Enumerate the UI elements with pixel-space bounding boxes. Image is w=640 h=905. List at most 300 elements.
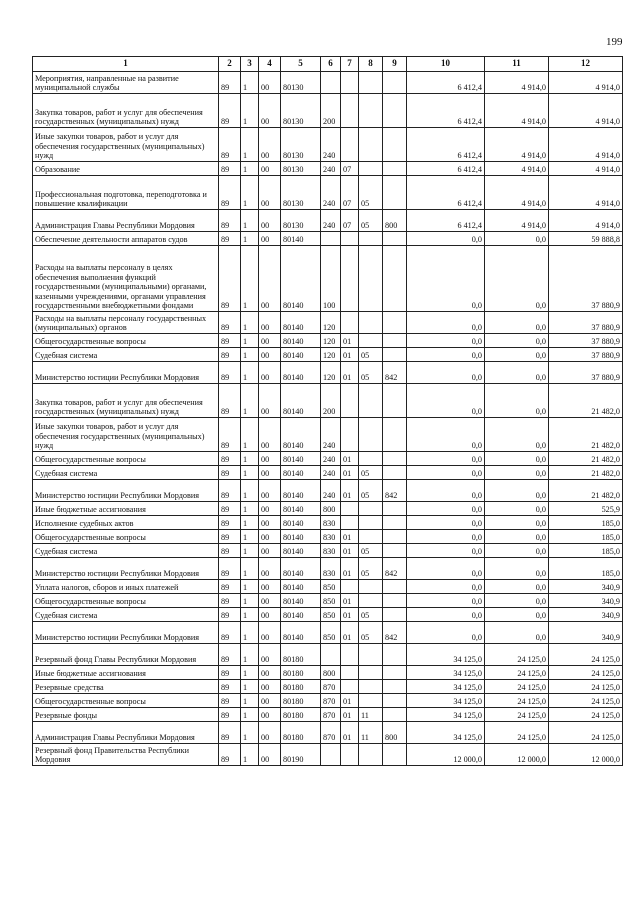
row-cell-c7: 01 [341, 608, 359, 622]
row-cell-c4: 00 [259, 558, 281, 580]
row-cell-c2: 89 [219, 176, 241, 210]
row-cell-c7: 01 [341, 594, 359, 608]
row-cell-c4: 00 [259, 480, 281, 502]
row-cell-c6: 100 [321, 246, 341, 312]
table-row [33, 666, 623, 680]
row-cell-c4: 00 [259, 622, 281, 644]
row-cell-c3: 1 [241, 128, 259, 162]
row-cell-v10: 6 412,4 [407, 72, 485, 94]
row-cell-c4: 00 [259, 362, 281, 384]
row-cell-c8 [359, 594, 383, 608]
row-cell-v11: 24 125,0 [485, 680, 549, 694]
row-cell-v12: 340,9 [549, 594, 623, 608]
row-cell-c6 [321, 72, 341, 94]
row-cell-c6: 850 [321, 594, 341, 608]
row-cell-c5: 80130 [281, 94, 321, 128]
row-cell-c3: 1 [241, 312, 259, 334]
row-cell-c7: 01 [341, 722, 359, 744]
row-cell-v11: 24 125,0 [485, 666, 549, 680]
table-row [33, 608, 623, 622]
row-cell-c8 [359, 744, 383, 766]
row-cell-v11: 0,0 [485, 594, 549, 608]
row-cell-v12: 4 914,0 [549, 176, 623, 210]
row-cell-c5: 80140 [281, 608, 321, 622]
row-cell-v12: 185,0 [549, 544, 623, 558]
row-cell-c2: 89 [219, 594, 241, 608]
table-row [33, 722, 623, 744]
row-cell-c6: 800 [321, 502, 341, 516]
row-cell-v12: 4 914,0 [549, 162, 623, 176]
row-cell-c3: 1 [241, 708, 259, 722]
row-cell-c8: 05 [359, 362, 383, 384]
row-cell-c3: 1 [241, 622, 259, 644]
row-cell-c2: 89 [219, 580, 241, 594]
row-cell-c3: 1 [241, 452, 259, 466]
row-cell-c3: 1 [241, 246, 259, 312]
row-cell-v12: 37 880,9 [549, 362, 623, 384]
row-cell-c2: 89 [219, 694, 241, 708]
row-cell-c9 [383, 176, 407, 210]
row-cell-v10: 6 412,4 [407, 176, 485, 210]
row-name-cell: Судебная система [33, 466, 219, 480]
row-cell-c2: 89 [219, 530, 241, 544]
row-cell-v10: 6 412,4 [407, 128, 485, 162]
row-cell-c4: 00 [259, 176, 281, 210]
row-cell-c4: 00 [259, 232, 281, 246]
row-cell-c3: 1 [241, 744, 259, 766]
table-row [33, 694, 623, 708]
row-cell-v12: 24 125,0 [549, 708, 623, 722]
row-cell-c5: 80140 [281, 480, 321, 502]
row-cell-v11: 0,0 [485, 312, 549, 334]
row-name-cell: Министерство юстиции Республики Мордовия [33, 622, 219, 644]
table-header-row [33, 57, 623, 72]
row-name-cell: Администрация Главы Республики Мордовия [33, 722, 219, 744]
row-cell-v10: 0,0 [407, 594, 485, 608]
row-name-cell: Иные бюджетные ассигнования [33, 666, 219, 680]
row-cell-v12: 24 125,0 [549, 666, 623, 680]
row-cell-v11: 0,0 [485, 580, 549, 594]
row-name-cell: Министерство юстиции Республики Мордовия [33, 558, 219, 580]
row-cell-v11: 4 914,0 [485, 176, 549, 210]
row-cell-c9: 842 [383, 558, 407, 580]
row-cell-c2: 89 [219, 666, 241, 680]
row-name-cell: Мероприятия, направленные на развитие муниципальной службы [33, 72, 219, 94]
row-cell-c8 [359, 530, 383, 544]
row-cell-c2: 89 [219, 128, 241, 162]
row-cell-v12: 4 914,0 [549, 72, 623, 94]
row-cell-v10: 0,0 [407, 530, 485, 544]
row-cell-c4: 00 [259, 452, 281, 466]
row-cell-c3: 1 [241, 72, 259, 94]
row-cell-c4: 00 [259, 680, 281, 694]
table-row [33, 348, 623, 362]
row-name-cell: Администрация Главы Республики Мордовия [33, 210, 219, 232]
column-header-2: 2 [219, 57, 241, 72]
row-cell-c8 [359, 232, 383, 246]
row-cell-c9: 842 [383, 480, 407, 502]
row-cell-v12: 37 880,9 [549, 312, 623, 334]
table-row [33, 94, 623, 128]
table-row [33, 516, 623, 530]
table-row [33, 162, 623, 176]
row-cell-v12: 37 880,9 [549, 348, 623, 362]
row-cell-c4: 00 [259, 530, 281, 544]
row-name-cell: Общегосударственные вопросы [33, 694, 219, 708]
row-cell-c7: 01 [341, 530, 359, 544]
row-cell-c7: 01 [341, 544, 359, 558]
row-cell-c7 [341, 680, 359, 694]
row-cell-v11: 0,0 [485, 622, 549, 644]
row-cell-c3: 1 [241, 644, 259, 666]
row-cell-c7 [341, 644, 359, 666]
row-cell-c7: 01 [341, 480, 359, 502]
row-cell-c6: 850 [321, 608, 341, 622]
row-cell-c9 [383, 666, 407, 680]
row-cell-c2: 89 [219, 722, 241, 744]
row-cell-c7 [341, 384, 359, 418]
row-cell-c5: 80140 [281, 622, 321, 644]
table-row [33, 544, 623, 558]
row-cell-c6: 800 [321, 666, 341, 680]
column-header-5: 5 [281, 57, 321, 72]
row-cell-c9 [383, 72, 407, 94]
row-name-cell: Расходы на выплаты персоналу в целях обеспечения выполнения функций государственными (муниципальными) органами, казенными учреждениями, органами управления государственными внебюджетными фондами [33, 246, 219, 312]
row-cell-c6: 240 [321, 466, 341, 480]
row-cell-c2: 89 [219, 480, 241, 502]
row-cell-c5: 80190 [281, 744, 321, 766]
row-cell-v11: 0,0 [485, 530, 549, 544]
row-cell-c3: 1 [241, 530, 259, 544]
row-cell-c5: 80140 [281, 516, 321, 530]
row-cell-v12: 24 125,0 [549, 694, 623, 708]
row-cell-c7 [341, 502, 359, 516]
row-cell-c5: 80130 [281, 72, 321, 94]
row-cell-c3: 1 [241, 680, 259, 694]
row-cell-c3: 1 [241, 558, 259, 580]
row-name-cell: Образование [33, 162, 219, 176]
column-header-3: 3 [241, 57, 259, 72]
row-cell-v10: 0,0 [407, 516, 485, 530]
page-number: 199 [606, 36, 623, 48]
table-row [33, 708, 623, 722]
row-cell-v11: 0,0 [485, 452, 549, 466]
row-name-cell: Иные закупки товаров, работ и услуг для обеспечения государственных (муниципальных) нужд [33, 418, 219, 452]
row-cell-c5: 80140 [281, 558, 321, 580]
row-cell-c8 [359, 452, 383, 466]
row-cell-c7 [341, 744, 359, 766]
row-cell-c9 [383, 530, 407, 544]
row-cell-c4: 00 [259, 666, 281, 680]
row-cell-v10: 0,0 [407, 452, 485, 466]
row-cell-v10: 6 412,4 [407, 94, 485, 128]
row-cell-v11: 0,0 [485, 418, 549, 452]
row-cell-c5: 80140 [281, 580, 321, 594]
table-row [33, 558, 623, 580]
row-cell-c5: 80180 [281, 722, 321, 744]
row-cell-v10: 6 412,4 [407, 162, 485, 176]
row-cell-v10: 12 000,0 [407, 744, 485, 766]
row-cell-v10: 0,0 [407, 232, 485, 246]
row-cell-c8: 05 [359, 466, 383, 480]
row-cell-c8 [359, 694, 383, 708]
row-cell-c2: 89 [219, 246, 241, 312]
row-cell-c4: 00 [259, 162, 281, 176]
row-cell-c8 [359, 162, 383, 176]
table-row [33, 384, 623, 418]
row-cell-v10: 34 125,0 [407, 722, 485, 744]
row-cell-c6 [321, 744, 341, 766]
row-cell-v12: 21 482,0 [549, 480, 623, 502]
row-cell-v12: 185,0 [549, 516, 623, 530]
row-cell-c4: 00 [259, 580, 281, 594]
row-cell-v10: 0,0 [407, 502, 485, 516]
row-name-cell: Общегосударственные вопросы [33, 594, 219, 608]
row-cell-c5: 80140 [281, 246, 321, 312]
row-cell-v11: 4 914,0 [485, 210, 549, 232]
row-cell-c3: 1 [241, 384, 259, 418]
table-row [33, 312, 623, 334]
row-name-cell: Иные закупки товаров, работ и услуг для обеспечения государственных (муниципальных) нужд [33, 128, 219, 162]
row-cell-c9 [383, 232, 407, 246]
row-name-cell: Министерство юстиции Республики Мордовия [33, 362, 219, 384]
row-cell-c6: 870 [321, 694, 341, 708]
row-cell-c3: 1 [241, 348, 259, 362]
row-cell-v12: 24 125,0 [549, 644, 623, 666]
row-cell-c3: 1 [241, 666, 259, 680]
row-cell-c7: 01 [341, 334, 359, 348]
row-cell-c5: 80180 [281, 666, 321, 680]
row-name-cell: Профессиональная подготовка, переподготовка и повышение квалификации [33, 176, 219, 210]
row-cell-c6: 120 [321, 334, 341, 348]
row-cell-c9 [383, 466, 407, 480]
row-cell-v12: 24 125,0 [549, 680, 623, 694]
row-cell-c5: 80140 [281, 312, 321, 334]
row-cell-v10: 0,0 [407, 622, 485, 644]
row-cell-v12: 185,0 [549, 558, 623, 580]
row-cell-v10: 34 125,0 [407, 644, 485, 666]
row-cell-v10: 0,0 [407, 334, 485, 348]
row-name-cell: Закупка товаров, работ и услуг для обеспечения государственных (муниципальных) нужд [33, 94, 219, 128]
table-row [33, 594, 623, 608]
row-cell-c9 [383, 348, 407, 362]
row-cell-v11: 12 000,0 [485, 744, 549, 766]
row-cell-c8 [359, 334, 383, 348]
row-cell-c9 [383, 694, 407, 708]
row-cell-c2: 89 [219, 558, 241, 580]
row-cell-c3: 1 [241, 608, 259, 622]
row-cell-c4: 00 [259, 744, 281, 766]
row-name-cell: Министерство юстиции Республики Мордовия [33, 480, 219, 502]
row-cell-c7 [341, 580, 359, 594]
row-cell-c9 [383, 418, 407, 452]
row-cell-c5: 80140 [281, 544, 321, 558]
row-cell-c4: 00 [259, 644, 281, 666]
row-cell-c5: 80140 [281, 452, 321, 466]
row-cell-c8: 05 [359, 210, 383, 232]
row-cell-c8: 11 [359, 722, 383, 744]
row-cell-c3: 1 [241, 210, 259, 232]
row-cell-c2: 89 [219, 502, 241, 516]
row-cell-c2: 89 [219, 622, 241, 644]
row-cell-c4: 00 [259, 418, 281, 452]
row-cell-c8 [359, 580, 383, 594]
row-cell-v10: 34 125,0 [407, 666, 485, 680]
row-cell-c5: 80130 [281, 162, 321, 176]
row-cell-v11: 0,0 [485, 232, 549, 246]
row-cell-v12: 21 482,0 [549, 452, 623, 466]
row-cell-c2: 89 [219, 348, 241, 362]
row-cell-c4: 00 [259, 348, 281, 362]
row-cell-c7: 01 [341, 348, 359, 362]
row-cell-c7: 01 [341, 452, 359, 466]
row-cell-c9 [383, 502, 407, 516]
row-cell-c2: 89 [219, 608, 241, 622]
row-cell-c6: 240 [321, 452, 341, 466]
row-cell-v12: 340,9 [549, 608, 623, 622]
table-row [33, 480, 623, 502]
row-cell-c3: 1 [241, 694, 259, 708]
row-cell-v11: 4 914,0 [485, 162, 549, 176]
row-cell-c9: 842 [383, 622, 407, 644]
row-cell-c5: 80140 [281, 502, 321, 516]
row-cell-c9 [383, 312, 407, 334]
row-cell-c8: 05 [359, 348, 383, 362]
row-cell-v10: 0,0 [407, 544, 485, 558]
table-body [33, 72, 623, 766]
row-cell-v12: 185,0 [549, 530, 623, 544]
table-row [33, 246, 623, 312]
row-cell-c6: 200 [321, 94, 341, 128]
row-cell-c6: 870 [321, 680, 341, 694]
row-cell-c6: 830 [321, 516, 341, 530]
column-header-1: 1 [33, 57, 219, 72]
row-cell-c6: 870 [321, 708, 341, 722]
row-cell-v11: 4 914,0 [485, 72, 549, 94]
table-row [33, 362, 623, 384]
row-cell-c4: 00 [259, 608, 281, 622]
row-cell-v11: 24 125,0 [485, 708, 549, 722]
row-cell-c5: 80180 [281, 680, 321, 694]
row-cell-v11: 0,0 [485, 480, 549, 502]
row-cell-c6: 120 [321, 348, 341, 362]
column-header-12: 12 [549, 57, 623, 72]
row-cell-c9 [383, 644, 407, 666]
row-cell-c8 [359, 418, 383, 452]
row-cell-v10: 0,0 [407, 608, 485, 622]
row-cell-v12: 340,9 [549, 580, 623, 594]
row-cell-v10: 0,0 [407, 480, 485, 502]
row-cell-v10: 0,0 [407, 580, 485, 594]
row-name-cell: Расходы на выплаты персоналу государственных (муниципальных) органов [33, 312, 219, 334]
row-name-cell: Обеспечение деятельности аппаратов судов [33, 232, 219, 246]
row-cell-c6: 830 [321, 558, 341, 580]
row-cell-c2: 89 [219, 466, 241, 480]
row-cell-v12: 37 880,9 [549, 246, 623, 312]
row-cell-v12: 4 914,0 [549, 94, 623, 128]
row-cell-c4: 00 [259, 694, 281, 708]
row-cell-c9: 842 [383, 362, 407, 384]
row-cell-c5: 80180 [281, 644, 321, 666]
row-cell-v12: 4 914,0 [549, 128, 623, 162]
table-row [33, 530, 623, 544]
row-cell-c9 [383, 744, 407, 766]
table-row [33, 128, 623, 162]
row-cell-c3: 1 [241, 594, 259, 608]
row-cell-c5: 80180 [281, 708, 321, 722]
row-cell-c7: 01 [341, 558, 359, 580]
row-cell-c7: 07 [341, 162, 359, 176]
row-cell-c6: 120 [321, 312, 341, 334]
row-cell-c3: 1 [241, 516, 259, 530]
row-cell-c8 [359, 246, 383, 312]
row-cell-c3: 1 [241, 94, 259, 128]
row-cell-v11: 4 914,0 [485, 94, 549, 128]
row-cell-c2: 89 [219, 418, 241, 452]
row-cell-v12: 12 000,0 [549, 744, 623, 766]
row-cell-c8 [359, 384, 383, 418]
column-header-10: 10 [407, 57, 485, 72]
column-header-11: 11 [485, 57, 549, 72]
row-cell-c9 [383, 94, 407, 128]
row-cell-c2: 89 [219, 232, 241, 246]
row-cell-c7 [341, 94, 359, 128]
row-name-cell: Исполнение судебных актов [33, 516, 219, 530]
row-cell-c6: 240 [321, 128, 341, 162]
row-cell-v12: 525,9 [549, 502, 623, 516]
row-cell-c3: 1 [241, 162, 259, 176]
row-cell-v12: 37 880,9 [549, 334, 623, 348]
table-row [33, 580, 623, 594]
row-cell-v10: 0,0 [407, 348, 485, 362]
row-cell-v10: 0,0 [407, 466, 485, 480]
row-cell-c8 [359, 94, 383, 128]
row-name-cell: Резервный фонд Главы Республики Мордовия [33, 644, 219, 666]
row-cell-v12: 24 125,0 [549, 722, 623, 744]
row-cell-c3: 1 [241, 480, 259, 502]
row-cell-c2: 89 [219, 162, 241, 176]
row-cell-c4: 00 [259, 384, 281, 418]
table-row [33, 210, 623, 232]
column-header-7: 7 [341, 57, 359, 72]
row-cell-c9 [383, 594, 407, 608]
row-cell-c6: 830 [321, 530, 341, 544]
row-cell-c4: 00 [259, 502, 281, 516]
row-cell-v10: 34 125,0 [407, 694, 485, 708]
table-row [33, 466, 623, 480]
row-cell-c3: 1 [241, 418, 259, 452]
row-cell-c3: 1 [241, 176, 259, 210]
row-cell-c2: 89 [219, 334, 241, 348]
row-cell-v11: 24 125,0 [485, 722, 549, 744]
row-cell-c8 [359, 680, 383, 694]
row-cell-c8: 05 [359, 558, 383, 580]
row-cell-c3: 1 [241, 580, 259, 594]
row-cell-v12: 21 482,0 [549, 466, 623, 480]
row-cell-v11: 0,0 [485, 558, 549, 580]
row-name-cell: Иные бюджетные ассигнования [33, 502, 219, 516]
row-cell-c6: 850 [321, 622, 341, 644]
row-cell-c7: 07 [341, 210, 359, 232]
row-cell-v11: 0,0 [485, 246, 549, 312]
row-cell-c2: 89 [219, 452, 241, 466]
row-name-cell: Общегосударственные вопросы [33, 334, 219, 348]
row-cell-v10: 0,0 [407, 384, 485, 418]
row-cell-v11: 0,0 [485, 608, 549, 622]
row-cell-c7: 07 [341, 176, 359, 210]
row-cell-c3: 1 [241, 722, 259, 744]
row-cell-v11: 0,0 [485, 384, 549, 418]
